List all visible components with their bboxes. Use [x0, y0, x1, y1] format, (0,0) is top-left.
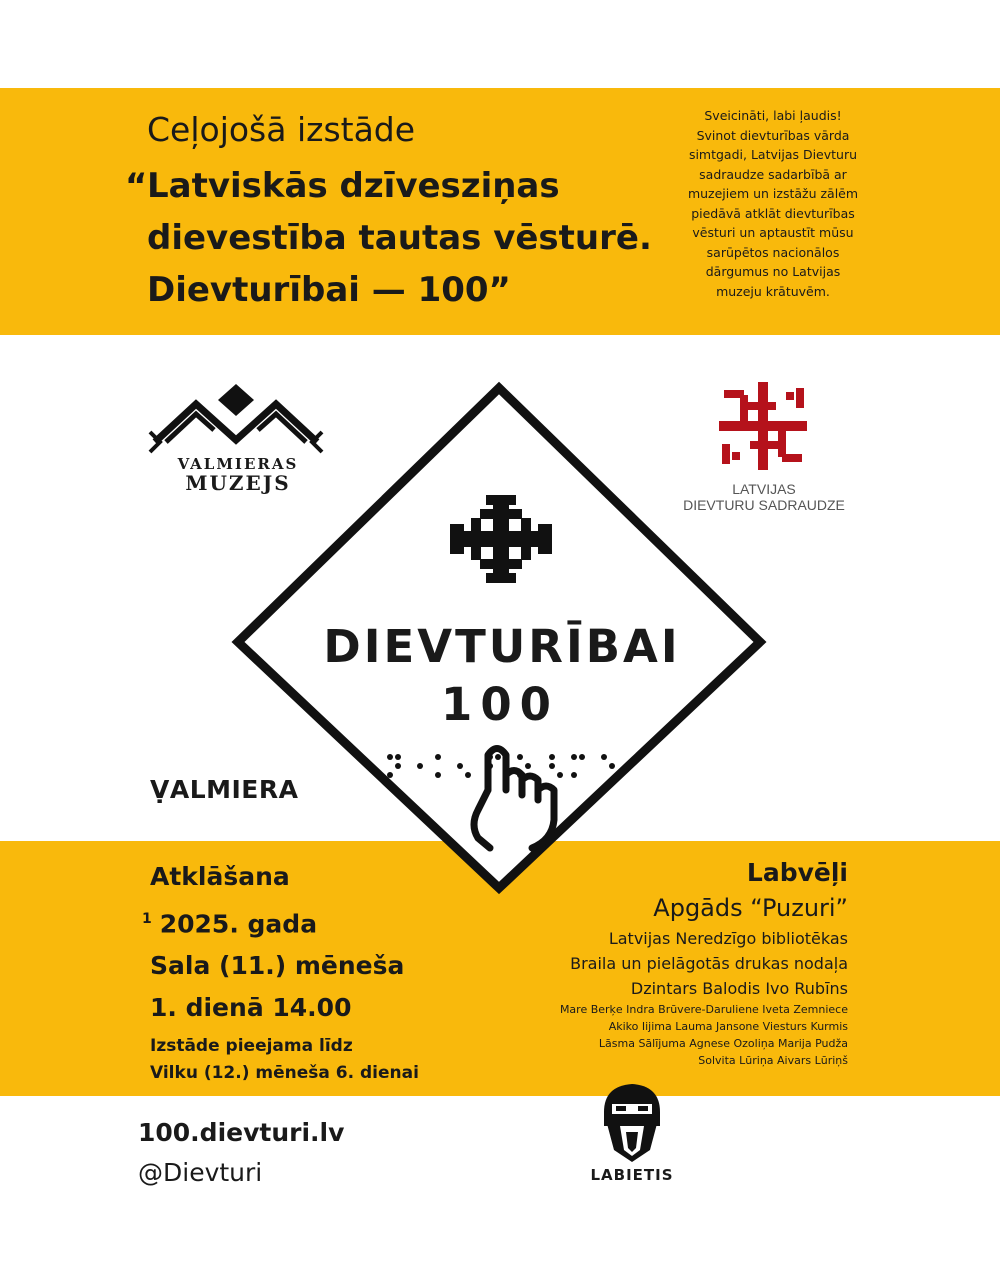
logo-text-line: LATVIJAS	[732, 481, 796, 497]
supporters-names-line: Mare Berķe Indra Brūvere-Daruliene Iveta Zemniece	[559, 1003, 848, 1016]
intro-line: sadraudze sadarbībā ar	[699, 166, 847, 182]
intro-line: sarūpētos nacionālos	[706, 244, 840, 260]
valmieras-muzejs-ornament-icon	[150, 384, 322, 452]
supporters-publisher: Apgāds “Puzuri”	[653, 894, 848, 922]
intro-line: piedāvā atklāt dievturības	[691, 205, 855, 221]
supporters-names-line: Akiko Iijima Lauma Jansone Viesturs Kurmis	[608, 1020, 848, 1033]
intro-line: Sveicināti, labi ļaudis!	[704, 108, 842, 123]
supporters-main-names: Dzintars Balodis Ivo Rubīns	[630, 979, 848, 998]
title-open-quote: “	[125, 166, 148, 206]
title-line-1: Latviskās dzīvesziņas	[147, 166, 560, 206]
title-line-2: dievestība tautas vēsturē.	[147, 218, 652, 258]
opening-year	[142, 898, 419, 945]
dievturu-sadraudze-logo	[676, 481, 852, 513]
opening-month: Sala (11.) mēneša	[150, 951, 405, 981]
intro-line: dārgumus no Latvijas	[705, 264, 841, 279]
intro-line: vēsturi un aptaustīt mūsu	[692, 225, 854, 240]
valmieras-muzejs-logo	[148, 455, 328, 495]
logo-text-line: VALMIERAS	[177, 455, 299, 473]
opening-year-text: 2025. gada	[159, 909, 318, 939]
labietis-logo-label: LABIETIS	[590, 1166, 674, 1184]
opening-day-time: 1. dienā 14.00	[150, 993, 352, 1023]
supporters-info	[560, 856, 848, 1069]
opening-sup: 1	[142, 911, 152, 927]
intro-line: Svinot dievturības vārda	[696, 127, 850, 143]
supporters-names-line: Solvita Lūriņa Aivars Lūriņš	[698, 1054, 848, 1067]
title-line-3: Dievturībai — 100”	[147, 270, 511, 310]
logo-text-line: MUZEJS	[185, 471, 291, 495]
opening-heading: Atklāšana	[150, 862, 290, 891]
supporters-library-1: Latvijas Neredzīgo bibliotēkas	[608, 929, 848, 948]
available-until-1: Izstāde pieejama līdz	[150, 1036, 353, 1057]
bearded-warrior-icon	[604, 1084, 660, 1162]
available-until-2: Vilku (12.) mēneša 6. dienai	[150, 1063, 419, 1084]
red-sun-cross-icon	[719, 382, 807, 470]
supporters-names-line: Lāsma Sālījuma Agnese Ozoliņa Marija Pudža	[598, 1037, 848, 1050]
valmiera-logo: ṾALMIERA	[150, 775, 299, 804]
website-link[interactable]: 100.dievturi.lv	[138, 1118, 345, 1147]
supporters-heading: Labvēļi	[746, 858, 848, 887]
social-handle[interactable]: @Dievturi	[138, 1158, 263, 1187]
intro-line: muzejiem un izstāžu zālēm	[687, 186, 859, 201]
intro-line: simtgadi, Latvijas Dievturu	[688, 147, 858, 162]
logo-text-line: DIEVTURU SADRAUDZE	[683, 497, 845, 513]
intro-line: muzeju krātuvēm.	[716, 283, 830, 299]
supporters-library-2: Braila un pielāgotās drukas nodaļa	[570, 954, 848, 973]
opening-info	[142, 856, 419, 1087]
emblem-word: DIEVTURĪBAI	[323, 620, 681, 673]
exhibition-subtitle: Ceļojošā izstāde	[147, 110, 416, 149]
emblem-number: 100	[441, 678, 559, 731]
